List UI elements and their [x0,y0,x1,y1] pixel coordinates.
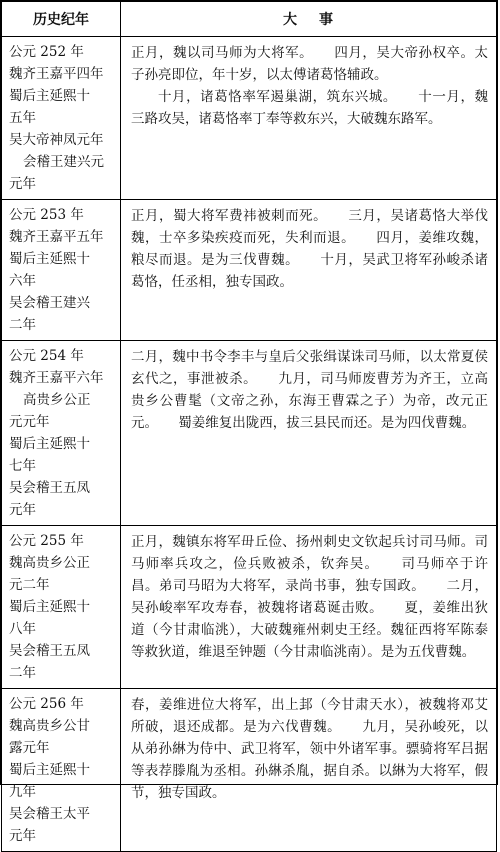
period-line: 五年 [9,110,36,126]
chronology-table [1,1,497,852]
event-text: 正月，魏以司马师为大将军。 四月，吴大帝孙权卒。太子孙亮即位，年十岁，以太傅诸葛恪辅政。 [131,45,488,83]
period-line: 魏齐王嘉平五年 [9,229,104,245]
period-line: 元年 [9,502,36,518]
period-line: 高贵乡公正 [23,392,91,408]
period-line: 八年 [9,621,36,637]
period-line: 二年 [9,665,36,681]
period-cell [2,526,121,689]
table-row [2,37,497,200]
period-line: 魏高贵乡公正 [9,555,90,571]
period-cell [2,689,121,852]
period-line: 二年 [9,317,36,333]
period-line: 吴会稽王五凤 [9,643,90,659]
period-line: 露元年 [9,740,50,756]
event-text: 正月，魏镇东将军毌丘俭、扬州刺史文钦起兵讨司马师。司马师率兵攻之，俭兵败被杀，钦奔吴。 司马师卒于许昌。弟司马昭为大将军，录尚书事，独专国政。 二月，吴孙峻率军攻寿春，被魏将诸葛诞击败。 夏，姜维出狄道（今甘肃临洮），大破魏雍州刺史王经。魏征西将军陈泰等救狄道，维退至钟题（今甘肃临洮南）。是为五伐曹魏。 [131,534,488,660]
events-cell [121,341,497,526]
period-line: 公元 256 年 [9,696,84,712]
period-line: 元年 [9,828,36,844]
period-line: 元元年 [9,414,50,430]
events-cell [121,526,497,689]
period-line: 元年 [9,176,36,192]
period-line: 魏齐王嘉平六年 [9,370,104,386]
event-text: 正月，蜀大将军费祎被刺而死。 三月，吴诸葛恪大举伐魏，士卒多染疾疫而死，失利而退。 四月，姜维攻魏，粮尽而退。是为三伐曹魏。 十月，吴武卫将军孙峻杀诸葛恪，任丞相，独专国政。 [131,208,488,290]
period-line: 吴会稽王五凤 [9,480,90,496]
period-line: 蜀后主延熙十 [9,251,90,267]
period-line: 公元 252 年 [9,44,84,60]
table-row [2,200,497,341]
period-line: 蜀后主延熙十 [9,88,90,104]
period-line: 吴会稽王太平 [9,806,90,822]
period-line: 九年 [9,784,36,800]
period-line: 蜀后主延熙十 [9,436,90,452]
period-line: 蜀后主延熙十 [9,599,90,615]
period-line: 公元 253 年 [9,207,84,223]
event-text: 十月，诸葛恪率军遏巢湖，筑东兴城。 十一月，魏三路攻吴，诸葛恪率丁奉等救东兴，大破魏东路军。 [131,89,488,127]
period-line: 公元 255 年 [9,533,84,549]
period-line: 蜀后主延熙十 [9,762,90,778]
period-line: 七年 [9,458,36,474]
period-line: 元二年 [9,577,50,593]
events-cell [121,689,497,852]
period-line: 魏齐王嘉平四年 [9,66,104,82]
events-cell [121,37,497,200]
period-line: 魏高贵乡公甘 [9,718,90,734]
events-cell [121,200,497,341]
period-cell [2,37,121,200]
table-row [2,689,497,852]
period-line: 吴大帝神凤元年 [9,132,104,148]
period-line: 公元 254 年 [9,348,84,364]
period-line: 六年 [9,273,36,289]
period-line: 会稽王建兴元 [23,154,104,170]
table-row [2,341,497,526]
period-column-header: 历史纪年 [2,2,121,37]
period-cell [2,341,121,526]
table-header-row [2,2,497,37]
event-text: 二月，魏中书令李丰与皇后父张缉谋诛司马师，以太常夏侯玄代之，事泄被杀。 九月，司马师废曹芳为齐王，立高贵乡公曹髦（文帝之孙，东海王曹霖之子）为帝，改元正元。 蜀姜维复出陇西，拔三县民而还。是为四伐曹魏。 [131,349,488,431]
period-line: 吴会稽王建兴 [9,295,90,311]
table-row [2,526,497,689]
event-text: 春，姜维进位大将军，出上邽（今甘肃天水），被魏将邓艾所破，退还成都。是为六伐曹魏。 九月，吴孙峻死，以从弟孙綝为侍中、武卫将军，领中外诸军事。骠骑将军吕据等表荐滕胤为丞相。孙綝杀胤，据自杀。以綝为大将军，假节，独专国政。 [131,697,488,801]
events-column-header: 大事 [121,2,497,37]
period-cell [2,200,121,341]
